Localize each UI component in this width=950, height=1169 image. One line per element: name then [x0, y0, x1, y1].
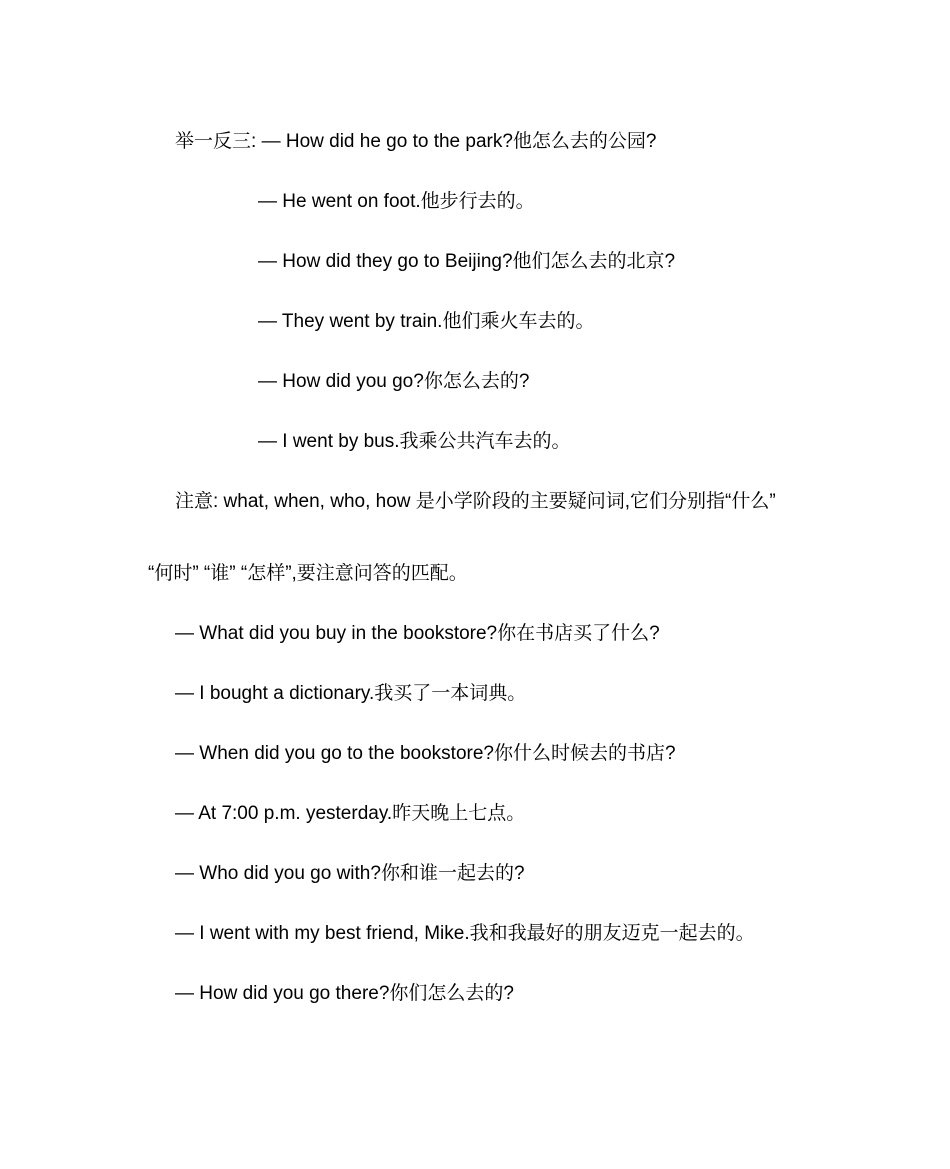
note-line-2: “何时” “谁” “怎样”,要注意问答的匹配。	[148, 563, 468, 584]
dialogue-line: — I bought a dictionary.我买了一本词典。	[175, 683, 527, 704]
example-line: — How did they go to Beijing?他们怎么去的北京?	[258, 251, 676, 272]
example-line: — How did you go?你怎么去的?	[258, 371, 530, 392]
example-first-line	[175, 130, 657, 154]
example-line: — They went by train.他们乘火车去的。	[258, 311, 595, 332]
dialogue-line: — How did you go there?你们怎么去的?	[175, 983, 514, 1004]
example-line: — How did he go to the park?他怎么去的公园?	[261, 131, 657, 152]
example-line: — I went by bus.我乘公共汽车去的。	[258, 431, 571, 452]
example-line: — He went on foot.他步行去的。	[258, 191, 535, 212]
note-line-1: 注意: what, when, who, how 是小学阶段的主要疑问词,它们分别指“什么”	[175, 491, 776, 512]
example-label: 举一反三:	[175, 131, 257, 152]
dialogue-line: — Who did you go with?你和谁一起去的?	[175, 863, 525, 884]
dialogue-line: — What did you buy in the bookstore?你在书店买了什么?	[175, 623, 660, 644]
dialogue-line: — At 7:00 p.m. yesterday.昨天晚上七点。	[175, 803, 526, 824]
dialogue-line: — When did you go to the bookstore?你什么时候去的书店?	[175, 743, 676, 764]
dialogue-line: — I went with my best friend, Mike.我和我最好的朋友迈克一起去的。	[175, 923, 755, 944]
